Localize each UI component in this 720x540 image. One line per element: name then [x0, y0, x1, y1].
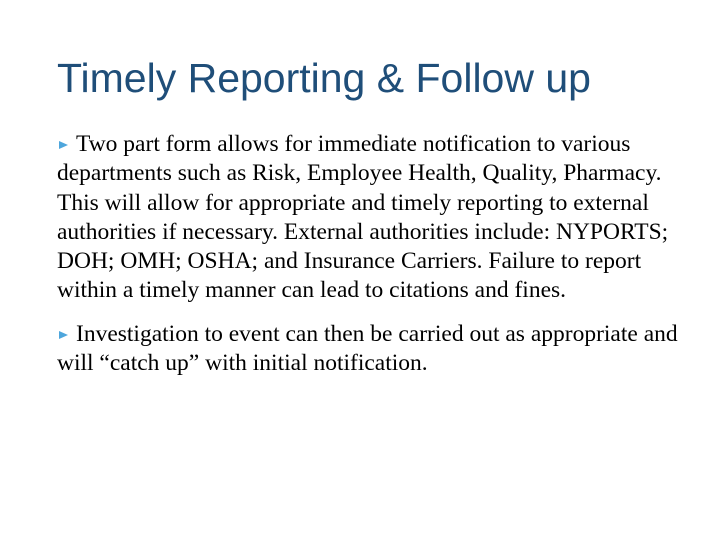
triangle-bullet-icon	[59, 331, 68, 339]
bullet-list	[57, 130, 690, 392]
bullet-item	[57, 320, 690, 379]
bullet-text: Two part form allows for immediate notification to various departments such as Risk, Employee Health, Quality, Pharmacy. This will allow for appropriate and timely reporting to external authorities if necessary. External authorities include: NYPORTS; DOH; OMH; OSHA; and Insurance Carriers. Failure to report within a timely manner can lead to citations and fines.	[57, 131, 669, 304]
bullet-item	[57, 130, 690, 306]
triangle-bullet-icon	[59, 141, 68, 149]
bullet-text: Investigation to event can then be carried out as appropriate and will “catch up” with initial notification.	[57, 320, 678, 377]
slide-title: Timely Reporting & Follow up	[57, 55, 591, 101]
